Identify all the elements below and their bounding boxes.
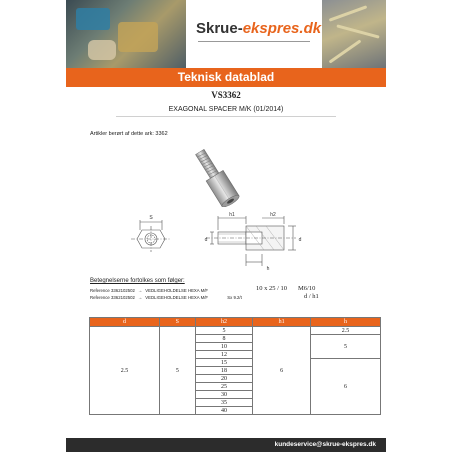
cell-h2: 15 [195, 359, 253, 367]
designation-row [90, 295, 242, 300]
brand-logo[interactable] [196, 20, 321, 37]
photo-shape [88, 40, 116, 60]
header-photo-tools [66, 0, 186, 68]
logo-area [186, 0, 322, 68]
title-divider [116, 116, 336, 117]
cell-h2: 8 [195, 335, 253, 343]
spacer-photo [166, 145, 266, 207]
cell-h: 5 [310, 335, 380, 359]
document-title: EXAGONAL SPACER M/K (01/2014) [168, 106, 284, 113]
reference-number: Reference 3362102502 [90, 295, 135, 300]
cell-h2: 18 [195, 367, 253, 375]
technical-drawing [126, 208, 326, 274]
designation-example: 10 x 25 / 10 [256, 285, 288, 292]
label-h1: h1 [229, 212, 235, 218]
cell-h2: 25 [195, 383, 253, 391]
cell-h: 2.5 [310, 327, 380, 335]
column-header-h1: h1 [253, 318, 311, 327]
photo-shape [76, 8, 110, 30]
cell-h1: 6 [253, 327, 311, 415]
cell-h2: 12 [195, 351, 253, 359]
designation-legend: d / h1 [304, 293, 319, 300]
column-header-d: d [90, 318, 160, 327]
designation-heading: Betegnelserne fortolkes som følger: [90, 278, 185, 284]
logo-underline [198, 41, 310, 42]
label-s: S [149, 215, 153, 221]
column-header-s: S [159, 318, 195, 327]
reference-description: VEDLIGEHOLDELSE HEXA M/F [145, 295, 209, 300]
column-header-h2: h2 [195, 318, 253, 327]
cell-h2: 5 [195, 327, 253, 335]
cell-h2: 30 [195, 391, 253, 399]
cell-h2: 20 [195, 375, 253, 383]
cell-d: 2.5 [90, 327, 160, 415]
reference-description: VEDLIGEHOLDELSE HEXA M/F [145, 288, 209, 293]
column-header-h: h [310, 318, 380, 327]
cell-s: 5 [159, 327, 195, 415]
spec-table-header [90, 318, 381, 327]
logo-text-part2: ekspres.dk [242, 20, 322, 37]
footer-bar [66, 438, 386, 452]
table-row [90, 327, 381, 335]
cell-h2: 40 [195, 407, 253, 415]
screw-shape [329, 39, 362, 63]
affected-articles: Artikler berørt af dette ark: 3362 [90, 131, 168, 137]
spec-table [89, 317, 381, 415]
arrow-right-icon: → [137, 288, 143, 293]
screw-shape [336, 24, 379, 38]
customer-service-email[interactable]: kundeservice@skrue-ekspres.dk [274, 441, 376, 448]
header-photo-screws [322, 0, 386, 68]
label-h2: h2 [270, 212, 276, 218]
datasheet-page [66, 0, 386, 452]
arrow-right-icon: → [137, 295, 143, 300]
document-banner: Teknisk datablad [66, 68, 386, 87]
label-h: h [266, 266, 270, 272]
label-d-right: d [298, 237, 302, 243]
designation-example-thread: M6/10 [298, 285, 316, 292]
screw-shape [329, 5, 368, 21]
designation-row [90, 288, 208, 293]
cell-h2: 35 [195, 399, 253, 407]
label-d-left: d [204, 237, 208, 243]
logo-text-part1: Skrue- [196, 20, 243, 37]
cell-h: 6 [310, 359, 380, 415]
photo-shape [118, 22, 158, 52]
cell-h2: 10 [195, 343, 253, 351]
reference-tail: Sx 9.2/t [227, 295, 242, 300]
reference-number: Reference 3362102502 [90, 288, 135, 293]
document-code: VS3362 [211, 90, 241, 100]
